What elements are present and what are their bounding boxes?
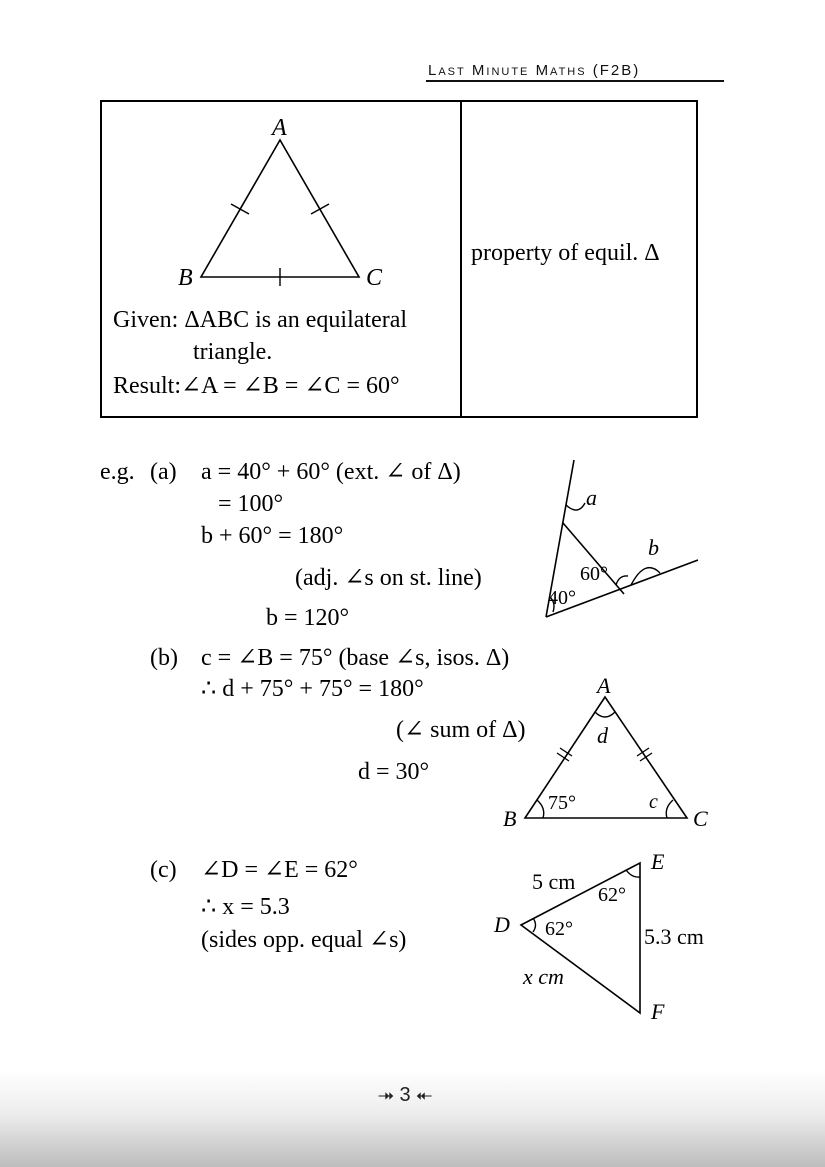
label-c: c <box>649 791 658 813</box>
part-b-line1: c = ∠B = 75° (base ∠s, isos. Δ) <box>201 645 510 671</box>
side-ef-label: 5.3 cm <box>644 924 704 949</box>
angle-d-label: 62° <box>545 918 573 940</box>
part-a-label: (a) <box>150 459 177 485</box>
side-de-label: 5 cm <box>532 869 576 894</box>
part-c-line3: (sides opp. equal ∠s) <box>201 927 407 953</box>
vertex-label-b: B <box>503 806 517 831</box>
given-text-continued: triangle. <box>193 339 273 365</box>
vertex-label-e: E <box>651 849 665 874</box>
part-a-line3: b + 60° = 180° <box>201 523 344 549</box>
part-b-label: (b) <box>150 645 178 671</box>
angle-arc-d <box>533 918 536 932</box>
vertex-label-d: D <box>494 912 510 937</box>
given-text: ΔABC is an equilateral <box>184 307 408 333</box>
vertex-label-f: F <box>651 999 665 1024</box>
part-a-line5: b = 120° <box>266 605 350 631</box>
vertex-label-a: A <box>597 673 611 698</box>
part-c-line2: ∴ x = 5.3 <box>201 894 290 920</box>
part-a-line1: a = 40° + 60° (ext. ∠ of Δ) <box>201 459 461 485</box>
part-a-line2: = 100° <box>218 491 284 517</box>
part-b-reason: (∠ sum of Δ) <box>396 717 526 743</box>
part-c-label: (c) <box>150 857 177 883</box>
part-c-line1: ∠D = ∠E = 62° <box>201 857 358 883</box>
page-number: ⯮ 3 ⯬ <box>378 1084 433 1106</box>
label-a: a <box>586 485 597 510</box>
eg-label: e.g. <box>100 459 135 485</box>
result-text: ∠A = ∠B = ∠C = 60° <box>181 373 400 399</box>
angle-arc-e <box>626 870 640 877</box>
reason-text: property of equil. Δ <box>471 240 660 266</box>
part-b-line4: d = 30° <box>358 759 430 785</box>
vertex-label-b: B <box>178 265 193 291</box>
part-b-line2: ∴ d + 75° + 75° = 180° <box>201 676 424 702</box>
angle-40-label: 40° <box>548 587 576 609</box>
part-a-reason: (adj. ∠s on st. line) <box>295 565 482 591</box>
label-d: d <box>597 723 608 748</box>
label-b: b <box>648 535 659 560</box>
angle-75-label: 75° <box>548 792 576 814</box>
angle-e-label: 62° <box>598 884 626 906</box>
vertex-label-a: A <box>272 115 287 141</box>
vertex-label-c: C <box>366 265 383 291</box>
running-header: Last Minute Maths (F2B) <box>428 62 641 79</box>
given-label: Given: <box>113 307 179 333</box>
vertex-label-c: C <box>693 806 708 831</box>
result-label: Result: <box>113 373 182 399</box>
angle-60-label: 60° <box>580 563 608 585</box>
side-df-label: x cm <box>523 964 564 989</box>
